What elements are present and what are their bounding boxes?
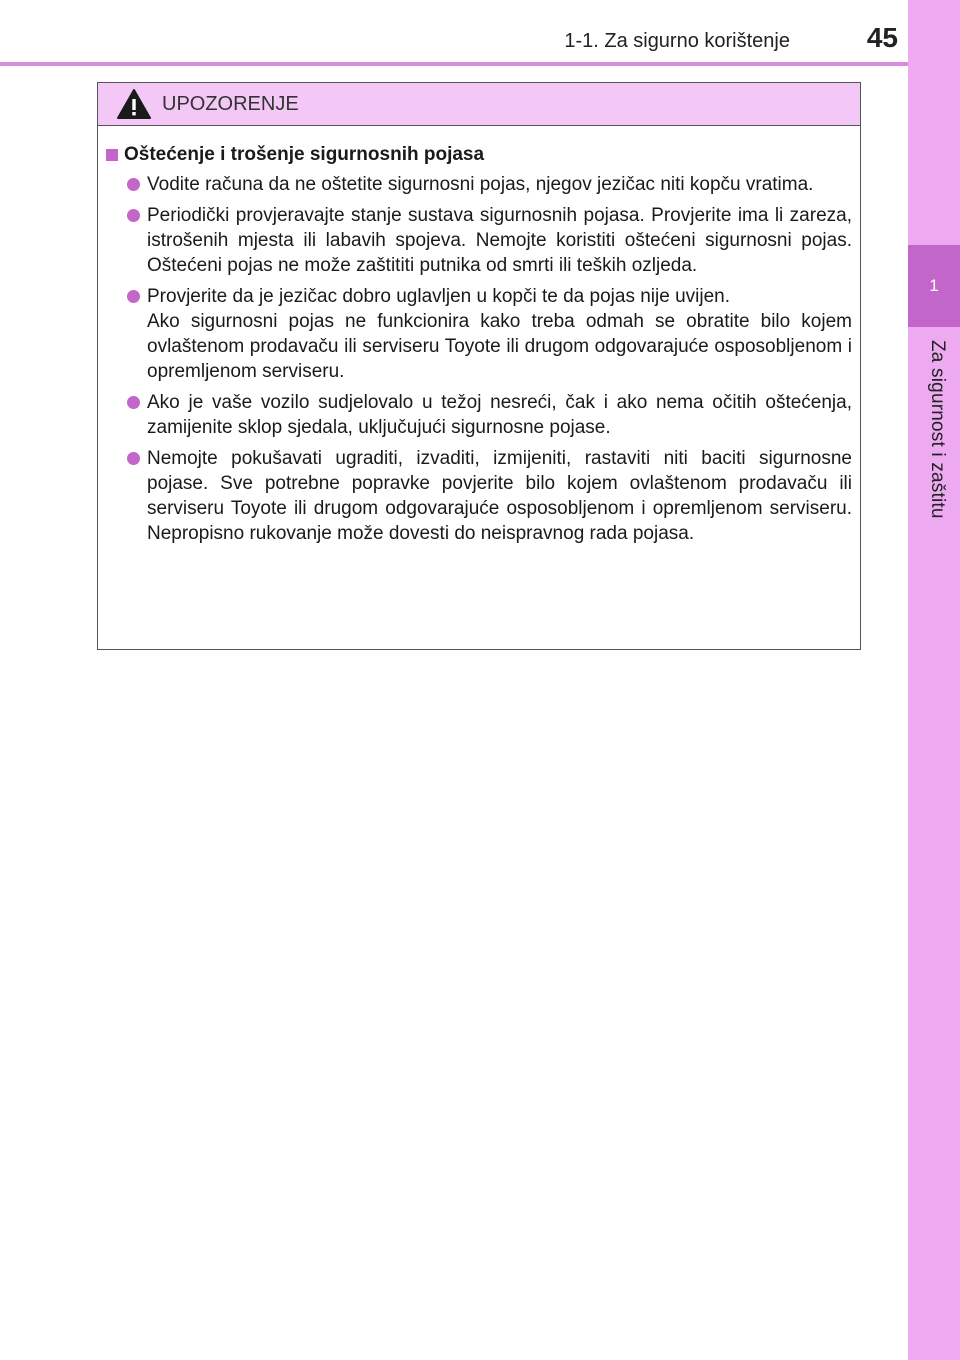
list-item bbox=[106, 203, 852, 278]
list-item bbox=[106, 172, 852, 197]
bullet-dot-icon bbox=[127, 396, 140, 409]
warning-title: UPOZORENJE bbox=[162, 92, 299, 115]
list-item-text: Ako je vaše vozilo sudjelovalo u težoj nesreći, čak i ako nema očitih oštećenja, zamijenite sklop sjedala, uključujući sigurnosne pojase. bbox=[147, 392, 852, 438]
bullet-dot-icon bbox=[127, 178, 140, 191]
bullet-dot-icon bbox=[127, 452, 140, 465]
square-bullet-icon bbox=[106, 149, 118, 161]
bullet-dot-icon bbox=[127, 209, 140, 222]
chapter-number: 1 bbox=[929, 276, 939, 295]
list-item-text: Nemojte pokušavati ugraditi, izvaditi, izmijeniti, rastaviti niti baciti sigurnosne pojase. Sve potrebne popravke povjerite bilo kojem ovlaštenom prodavaču ili serviseru Toyote ili drugom odgovarajuće osposobljenom i opremljenom serviseru. Nepropisno rukovanje može dovesti do neispravnog rada pojasa. bbox=[147, 448, 852, 544]
warning-header bbox=[98, 83, 860, 126]
side-strip bbox=[908, 0, 960, 1360]
warning-body bbox=[98, 126, 860, 546]
subsection-title: Oštećenje i trošenje sigurnosnih pojasa bbox=[124, 144, 485, 165]
list-item-text: Vodite računa da ne oštetite sigurnosni pojas, njegov jezičac niti kopču vratima. bbox=[147, 174, 814, 195]
warning-triangle-icon bbox=[116, 88, 152, 120]
bullet-dot-icon bbox=[127, 290, 140, 303]
section-title: 1-1. Za sigurno korištenje bbox=[564, 30, 790, 52]
list-item-text: Periodički provjeravajte stanje sustava sigurnosnih pojasa. Provjerite ima li zareza, istrošenih mjesta ili labavih spojeva. Nemojte koristiti oštećeni sigurnosni pojas. Oštećeni pojas ne može zaštititi putnika od smrti ili teških ozljeda. bbox=[147, 205, 852, 276]
list-item bbox=[106, 284, 852, 384]
chapter-title: Za sigurnost i zaštitu bbox=[927, 340, 948, 519]
page-number: 45 bbox=[866, 22, 898, 53]
header-rule bbox=[0, 62, 908, 66]
list-item bbox=[106, 390, 852, 440]
chapter-tab bbox=[908, 245, 960, 327]
list-item-continuation: Ako sigurnosni pojas ne funkcionira kako treba odmah se obratite bilo kojem ovlaštenom prodavaču ili serviseru Toyote ili drugom odgovarajuće osposobljenom i opremljenom serviseru. bbox=[147, 311, 852, 382]
subsection-heading bbox=[106, 144, 852, 166]
warning-box bbox=[97, 82, 861, 650]
list-item-text: Provjerite da je jezičac dobro uglavljen u kopči te da pojas nije uvijen. bbox=[147, 286, 731, 307]
list-item bbox=[106, 446, 852, 546]
